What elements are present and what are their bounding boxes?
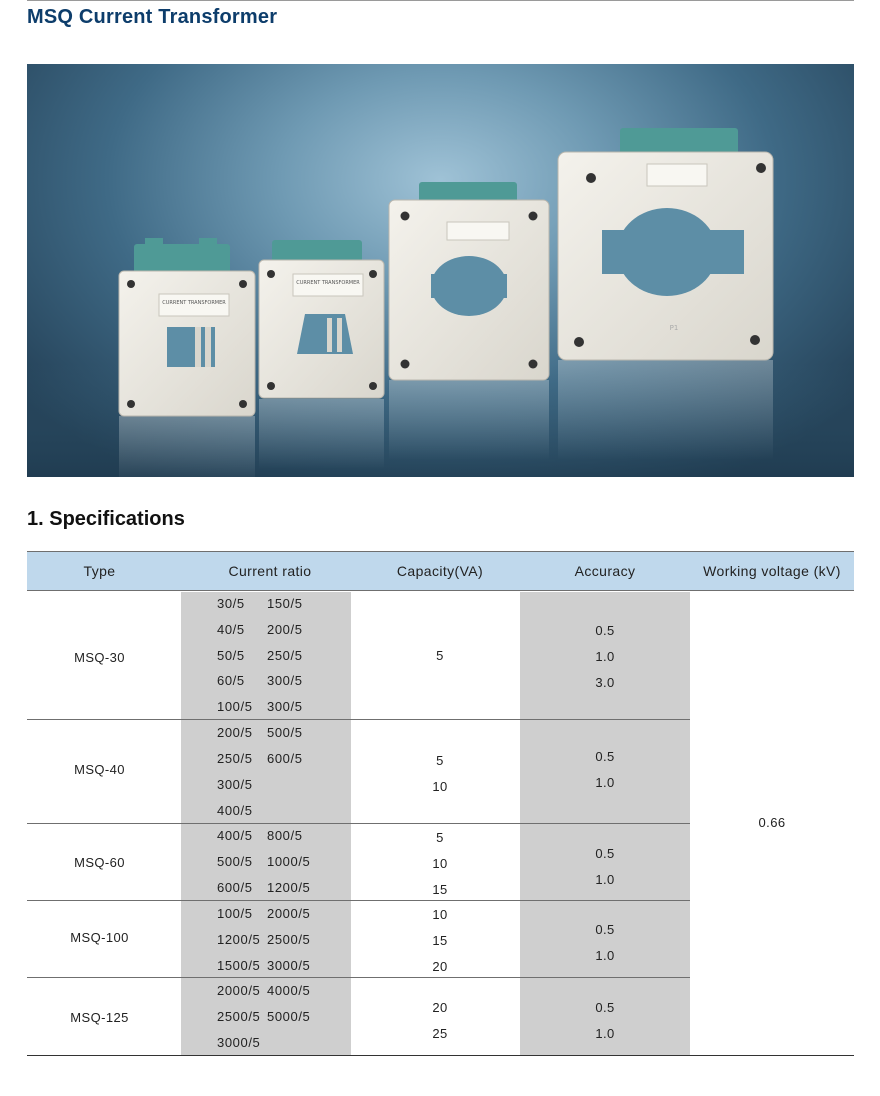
current-ratio-line: 40/5 200/5 bbox=[217, 622, 303, 637]
current-ratio-line: 400/5 bbox=[217, 803, 253, 818]
accuracy-value: 1.0 bbox=[595, 1026, 615, 1041]
current-ratio-line: 1200/5 2500/5 bbox=[217, 932, 311, 947]
header-current-ratio: Current ratio bbox=[228, 563, 312, 579]
capacity-value: 5 bbox=[436, 753, 444, 768]
specifications-table bbox=[27, 551, 854, 1056]
accuracy-value: 0.5 bbox=[595, 846, 615, 861]
accuracy-value: 3.0 bbox=[595, 675, 615, 690]
accuracy-value: 0.5 bbox=[595, 1000, 615, 1015]
capacity-value: 20 bbox=[432, 1000, 448, 1015]
type-cell: MSQ-60 bbox=[74, 855, 125, 870]
current-ratio-line: 1500/5 3000/5 bbox=[217, 958, 311, 973]
header-capacity: Capacity(VA) bbox=[396, 563, 484, 579]
capacity-value: 20 bbox=[432, 959, 448, 974]
transformer-illustration bbox=[27, 64, 854, 477]
current-ratio-line: 600/5 1200/5 bbox=[217, 880, 311, 895]
current-ratio-line: 500/5 1000/5 bbox=[217, 854, 311, 869]
capacity-value: 10 bbox=[432, 779, 448, 794]
transformer-xlarge bbox=[558, 128, 773, 360]
row-divider bbox=[27, 823, 690, 824]
capacity-value: 10 bbox=[432, 907, 448, 922]
row-divider bbox=[27, 977, 690, 978]
header-accuracy: Accuracy bbox=[574, 563, 636, 579]
capacity-value: 10 bbox=[432, 856, 448, 871]
capacity-value: 5 bbox=[436, 648, 444, 663]
svg-text:P1: P1 bbox=[669, 324, 679, 332]
type-cell: MSQ-40 bbox=[74, 762, 125, 777]
working-voltage-value: 0.66 bbox=[758, 815, 786, 830]
current-ratio-line: 2500/5 5000/5 bbox=[217, 1009, 311, 1024]
section-title: 1. Specifications bbox=[27, 508, 185, 530]
current-ratio-line: 400/5 800/5 bbox=[217, 828, 303, 843]
header-type: Type bbox=[83, 563, 116, 579]
top-rule bbox=[27, 0, 854, 1]
transformer-small bbox=[119, 238, 255, 416]
header-working-voltage: Working voltage (kV) bbox=[703, 563, 841, 579]
table-bottom-rule bbox=[27, 1055, 854, 1056]
current-ratio-line: 3000/5 bbox=[217, 1035, 261, 1050]
current-ratio-line: 250/5 600/5 bbox=[217, 751, 303, 766]
accuracy-value: 1.0 bbox=[595, 872, 615, 887]
current-ratio-line: 50/5 250/5 bbox=[217, 648, 303, 663]
type-cell: MSQ-30 bbox=[74, 650, 125, 665]
current-ratio-line: 100/5 2000/5 bbox=[217, 906, 311, 921]
capacity-value: 5 bbox=[436, 830, 444, 845]
svg-text:CURRENT TRANSFORMER: CURRENT TRANSFORMER bbox=[296, 280, 360, 286]
type-cell: MSQ-125 bbox=[70, 1010, 129, 1025]
product-photo bbox=[27, 64, 854, 477]
capacity-value: 25 bbox=[432, 1026, 448, 1041]
svg-text:CURRENT TRANSFORMER: CURRENT TRANSFORMER bbox=[162, 300, 226, 306]
table-header bbox=[27, 551, 854, 591]
accuracy-value: 0.5 bbox=[595, 623, 615, 638]
capacity-value: 15 bbox=[432, 882, 448, 897]
accuracy-value: 1.0 bbox=[595, 775, 615, 790]
transformer-large bbox=[389, 182, 549, 380]
capacity-value: 15 bbox=[432, 933, 448, 948]
accuracy-value: 1.0 bbox=[595, 948, 615, 963]
current-ratio-line: 30/5 150/5 bbox=[217, 596, 303, 611]
current-ratio-line: 100/5 300/5 bbox=[217, 699, 303, 714]
row-divider bbox=[27, 900, 690, 901]
current-ratio-line: 300/5 bbox=[217, 777, 253, 792]
type-cell: MSQ-100 bbox=[70, 930, 129, 945]
transformer-medium bbox=[259, 240, 384, 398]
accuracy-value: 0.5 bbox=[595, 749, 615, 764]
page-title: MSQ Current Transformer bbox=[27, 6, 278, 28]
accuracy-value: 1.0 bbox=[595, 649, 615, 664]
row-divider bbox=[27, 719, 690, 720]
accuracy-value: 0.5 bbox=[595, 922, 615, 937]
current-ratio-line: 60/5 300/5 bbox=[217, 673, 303, 688]
current-ratio-line: 200/5 500/5 bbox=[217, 725, 303, 740]
current-ratio-line: 2000/5 4000/5 bbox=[217, 983, 311, 998]
